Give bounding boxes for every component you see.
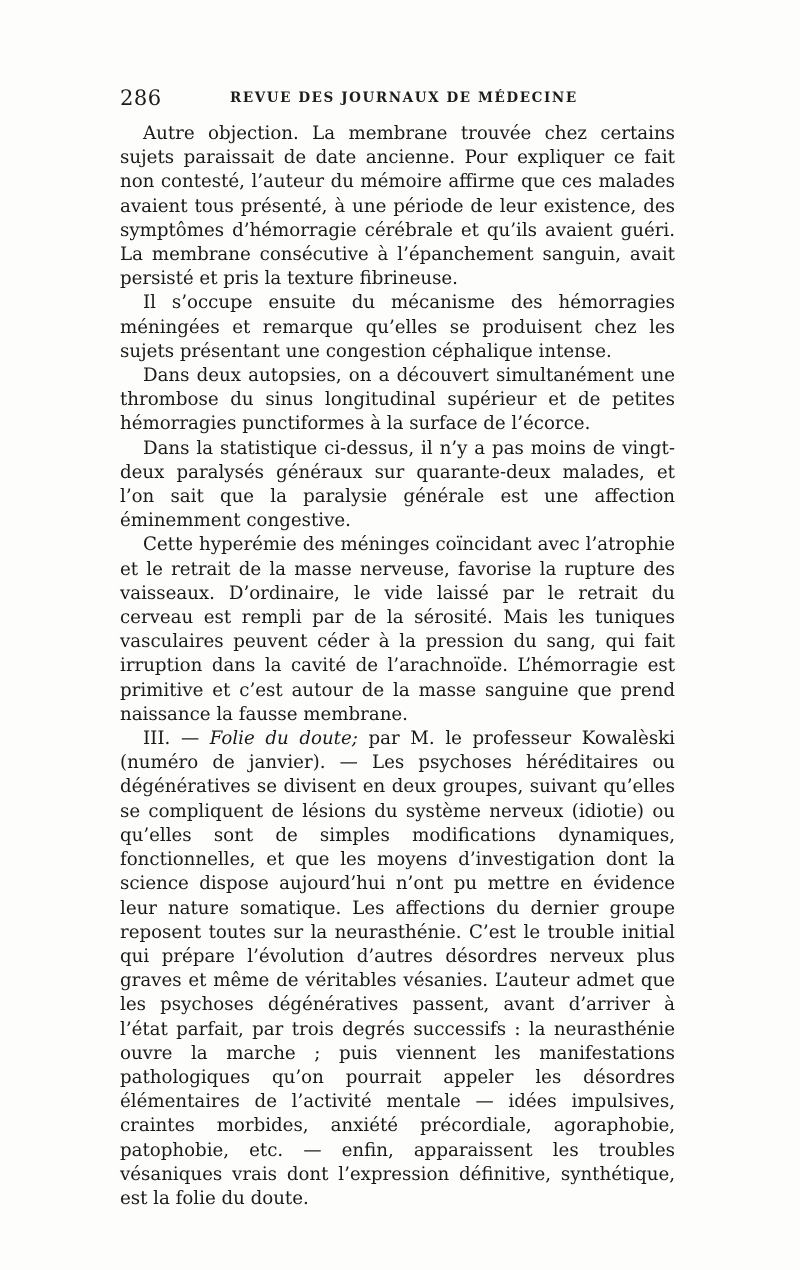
paragraph-mechanism: Il s’occupe ensuite du mécanisme des hémorragies méningées et remarque qu’elles se produisent chez les sujets présentant une congestion céphalique intense. xyxy=(120,292,675,362)
paragraph-objection: Autre objection. La membrane trouvée chez certains sujets paraissait de date ancienne. Pour expliquer ce fait non contesté, l’auteur du mémoire affirme que ces malades avaient tous présenté, à une période de leur existence, des symptômes d’hémorragie cérébrale et qu’ils avaient guéri. La membrane consécutive à l’épanchement sanguin, avait persisté et pris la texture fibrineuse. xyxy=(120,123,675,290)
paragraph-autopsies: Dans deux autopsies, on a découvert simultanément une thrombose du sinus longitudinal supérieur et de petites hémorragies punctiformes à la surface de l’écorce. xyxy=(120,365,675,435)
running-title: REVUE DES JOURNAUX DE MÉDECINE xyxy=(230,90,578,106)
article-text xyxy=(120,122,675,1211)
section-text: par M. le professeur Kowalèski (numéro de janvier). — Les psychoses héréditaires ou dégénératives se divisent en deux groupes, suivant qu’elles se compliquent de lésions du système nerveux (idiotie) ou qu’elles sont de simples modifications dynamiques, fonctionnelles, et que les moyens d’investigation dont la science dispose aujourd’hui n’ont pu mettre en évidence leur nature somatique. Les affections du dernier groupe reposent toutes sur la neurasthénie. C’est le trouble initial qui prépare l’évolution d’autres désordres nerveux plus graves et même de véritables vésanies. L’auteur admet que les psychoses dégénératives passent, avant d’arriver à l’état parfait, par trois degrés successifs : la neurasthénie ouvre la marche ; puis viennent les manifestations pathologiques qu’on pourrait appeler les désordres élémentaires de l’activité mentale — idées impulsives, craintes morbides, anxiété précordiale, agoraphobie, patophobie, etc. — enfin, apparaissent les troubles vésaniques vrais dont l’expression définitive, synthétique, est la folie du doute. xyxy=(120,728,675,1209)
section-title: Folie du doute; xyxy=(209,728,358,750)
paragraph-statistics: Dans la statistique ci-dessus, il n’y a pas moins de vingt-deux paralysés généraux sur quarante-deux malades, et l’on sait que la paralysie générale est une affection éminemment congestive. xyxy=(120,437,675,532)
page-number: 286 xyxy=(120,86,162,110)
section-number: III. — xyxy=(143,728,210,750)
page-header xyxy=(120,86,675,116)
paragraph-folie-du-doute xyxy=(120,727,675,1211)
paragraph-hyperemia: Cette hyperémie des méninges coïncidant avec l’atrophie et le retrait de la masse nerveuse, favorise la rupture des vaisseaux. D’ordinaire, le vide laissé par le retrait du cerveau est rempli par de la sérosité. Mais les tuniques vasculaires peuvent céder à la pression du sang, qui fait irruption dans la cavité de l’arachnoïde. L’hémorragie est primitive et c’est autour de la masse sanguine que prend naissance la fausse membrane. xyxy=(120,534,675,725)
